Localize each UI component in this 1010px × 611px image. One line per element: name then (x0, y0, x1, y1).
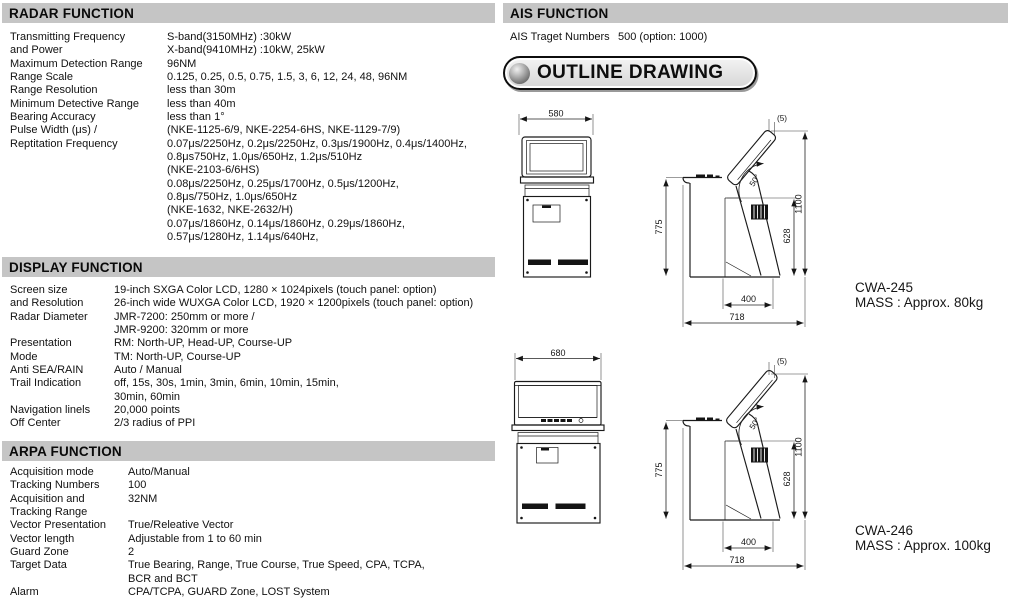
spec-value: (NKE-1632, NKE-2632/H) (167, 204, 293, 217)
spec-row (10, 297, 473, 310)
spec-value: 0.08μs/2250Hz, 0.25μs/1700Hz, 0.5μs/1200Hz, (167, 177, 399, 190)
spec-label: Acquisition mode (10, 466, 94, 478)
spec-value: 100 (128, 479, 147, 492)
spec-label: Guard Zone (10, 546, 69, 559)
cwa245-model-label: CWA-245 (855, 280, 914, 295)
spec-row (10, 84, 467, 97)
dim-front-width: 580 (548, 108, 564, 119)
spec-value: 0.8μs750Hz, 1.0μs/650Hz, 1.2μs/510Hz (167, 151, 363, 164)
cwa246-drawing-svg (505, 345, 1010, 606)
spec-label: Anti SEA/RAIN (10, 364, 84, 377)
spec-label (10, 178, 167, 191)
spec-row (10, 506, 425, 519)
spec-label: and Resolution (10, 297, 84, 310)
spec-row (510, 31, 707, 44)
spec-row (10, 546, 425, 559)
spec-value: 0.07μs/2250Hz, 0.2μs/2250Hz, 0.3μs/1900Hz, 0.4μs/1400Hz, (167, 137, 467, 150)
dim-depth-overall: 718 (729, 555, 745, 565)
spec-label: Tracking Numbers (10, 479, 100, 492)
spec-value: True Bearing, Range, True Course, True Speed, CPA, TCPA, (128, 559, 425, 572)
spec-label: Range Scale (10, 71, 73, 84)
spec-label: Maximum Detection Range (10, 57, 143, 70)
section-title-display: DISPLAY FUNCTION (9, 259, 143, 275)
dim-top-offset: (5) (776, 357, 788, 366)
display-spec-table (10, 284, 473, 431)
cwa245-mass-label: MASS : Approx. 80kg (855, 295, 984, 310)
section-title-ais: AIS FUNCTION (510, 5, 609, 21)
spec-value: Adjustable from 1 to 60 min (128, 532, 262, 545)
spec-row (10, 573, 425, 586)
spec-value: less than 30m (167, 84, 236, 97)
spec-row (10, 31, 467, 44)
dim-height-overall: 1100 (793, 194, 804, 214)
spec-value: 96NM (167, 57, 197, 70)
spec-label: and Power (10, 44, 63, 57)
spec-row (10, 466, 425, 479)
spec-label: Transmitting Frequency (10, 31, 126, 43)
arpa-spec-table (10, 466, 425, 599)
spec-value: CPA/TCPA, GUARD Zone, LOST System (128, 586, 330, 599)
spec-label (10, 191, 167, 204)
cwa246-mass-label: MASS : Approx. 100kg (855, 538, 991, 553)
dim-front-width: 680 (550, 348, 566, 358)
dim-top-offset: (5) (776, 114, 788, 123)
spec-row (10, 164, 467, 177)
spec-value: (NKE-1125-6/9, NKE-2254-6HS, NKE-1129-7/9) (167, 124, 401, 137)
spec-label: Pulse Width (μs) / (10, 124, 98, 137)
outline-drawing-cwa246 (505, 345, 1010, 606)
spec-label: Minimum Detective Range (10, 97, 139, 110)
spec-value: BCR and BCT (128, 572, 198, 585)
spec-label: Navigation linels (10, 404, 91, 417)
spec-label (10, 204, 167, 217)
spec-value: JMR-7200: 250mm or more / (114, 310, 255, 323)
spec-value: less than 40m (167, 97, 236, 110)
spec-row (10, 533, 425, 546)
spec-row (10, 324, 473, 337)
spec-label (10, 231, 167, 244)
spec-label: Alarm (10, 586, 39, 599)
cwa245-side-view (683, 129, 780, 277)
spec-value: less than 1° (167, 111, 225, 124)
spec-value: 19-inch SXGA Color LCD, 1280 × 1024pixels (touch panel: option) (114, 284, 437, 296)
spec-row (10, 364, 473, 377)
dim-depth-base: 400 (740, 537, 757, 547)
dim-height-overall: 1100 (793, 437, 804, 457)
spec-row (10, 58, 467, 71)
spec-value: TM: North-UP, Course-UP (114, 350, 241, 363)
spec-row (10, 351, 473, 364)
spec-value: 2/3 radius of PPI (114, 417, 196, 430)
spec-row (10, 559, 425, 572)
spec-label (10, 573, 128, 586)
spec-label (10, 151, 167, 164)
cwa246-side-view (683, 369, 780, 520)
spec-label: Range Resolution (10, 84, 98, 97)
spec-value: 32NM (128, 492, 158, 505)
dim-depth-overall: 718 (729, 312, 745, 322)
spec-label: Screen size (10, 284, 68, 296)
spec-label: Acquisition and (10, 492, 85, 505)
spec-value: RM: North-UP, Head-UP, Course-UP (114, 337, 293, 350)
spec-label: Vector Presentation (10, 519, 107, 532)
cwa245-front-view (519, 114, 594, 277)
spec-row (10, 493, 425, 506)
spec-value: (NKE-2103-6/6HS) (167, 164, 260, 177)
spec-row (10, 479, 425, 492)
spec-row (10, 284, 473, 297)
spec-label: Presentation (10, 337, 72, 350)
section-header-radar (2, 3, 495, 23)
spec-label: Trail Indication (10, 377, 82, 390)
spec-label: Mode (10, 350, 38, 363)
dim-tilt-angle: 50° (747, 172, 763, 189)
spec-value: Auto/Manual (128, 466, 190, 478)
spec-row (10, 311, 473, 324)
spec-label: Vector length (10, 532, 75, 545)
spec-label (10, 218, 167, 231)
dim-tilt-angle: 50° (747, 415, 763, 432)
spec-label: Off Center (10, 417, 61, 430)
section-title-radar: RADAR FUNCTION (9, 5, 135, 21)
sphere-icon (509, 63, 530, 84)
spec-row (10, 519, 425, 532)
spec-row (10, 191, 467, 204)
spec-value: 0.07μs/1860Hz, 0.14μs/1860Hz, 0.29μs/1860Hz, (167, 217, 405, 230)
cwa245-dimensions (548, 109, 808, 328)
spec-row (10, 218, 467, 231)
section-header-display (2, 257, 495, 277)
dim-height-desk: 775 (654, 462, 664, 478)
outline-drawing-banner (503, 56, 757, 90)
spec-row (10, 231, 467, 244)
spec-row (10, 98, 467, 111)
dim-height-lower: 628 (782, 471, 792, 487)
spec-value: True/Releative Vector (128, 519, 234, 532)
spec-row (10, 151, 467, 164)
spec-label (10, 324, 114, 337)
spec-label: Tracking Range (10, 506, 88, 519)
spec-value: 2 (128, 546, 135, 559)
spec-row (10, 391, 473, 404)
spec-value: X-band(9410MHz) :10kW, 25kW (167, 44, 325, 57)
spec-value: 500 (option: 1000) (618, 31, 708, 43)
spec-row (10, 337, 473, 350)
spec-label: AIS Traget Numbers (510, 31, 610, 43)
section-title-arpa: ARPA FUNCTION (9, 443, 122, 459)
spec-row (10, 178, 467, 191)
spec-label: Radar Diameter (10, 310, 88, 323)
ais-spec-table (510, 31, 707, 44)
spec-value: Auto / Manual (114, 364, 182, 377)
dim-height-desk: 775 (654, 219, 664, 235)
dim-depth-base: 400 (740, 294, 757, 304)
dim-height-lower: 628 (782, 228, 792, 244)
spec-label: Reptitation Frequency (10, 137, 118, 150)
section-header-ais (503, 3, 1008, 23)
spec-value: 0.57μs/1280Hz, 1.14μs/640Hz, (167, 231, 319, 244)
radar-spec-table (10, 31, 467, 245)
spec-row (10, 111, 467, 124)
spec-row (10, 124, 467, 137)
spec-value: 0.125, 0.25, 0.5, 0.75, 1.5, 3, 6, 12, 24, 48, 96NM (167, 71, 408, 84)
spec-label: Bearing Accuracy (10, 111, 96, 124)
spec-row (10, 71, 467, 84)
spec-row (10, 377, 473, 390)
section-header-arpa (2, 441, 495, 461)
outline-drawing-title: OUTLINE DRAWING (537, 62, 724, 83)
spec-value: JMR-9200: 320mm or more (114, 324, 249, 337)
spec-row (10, 44, 467, 57)
spec-value: S-band(3150MHz) :30kW (167, 31, 292, 43)
spec-label (10, 391, 114, 404)
spec-value: 26-inch wide WUXGA Color LCD, 1920 × 1200pixels (touch panel: option) (114, 297, 474, 310)
spec-value: off, 15s, 30s, 1min, 3min, 6min, 10min, 15min, (114, 377, 339, 390)
spec-label (10, 164, 167, 177)
spec-value: 0.8μs/750Hz, 1.0μs/650Hz (167, 191, 298, 204)
spec-row (10, 138, 467, 151)
spec-value: 20,000 points (114, 404, 181, 417)
spec-row (10, 417, 473, 430)
spec-row (10, 586, 425, 599)
spec-label: Target Data (10, 559, 67, 572)
spec-row (10, 404, 473, 417)
spec-value: 30min, 60min (114, 390, 181, 403)
cwa246-front-view (512, 353, 604, 523)
spec-row (10, 204, 467, 217)
cwa246-model-label: CWA-246 (855, 523, 914, 538)
